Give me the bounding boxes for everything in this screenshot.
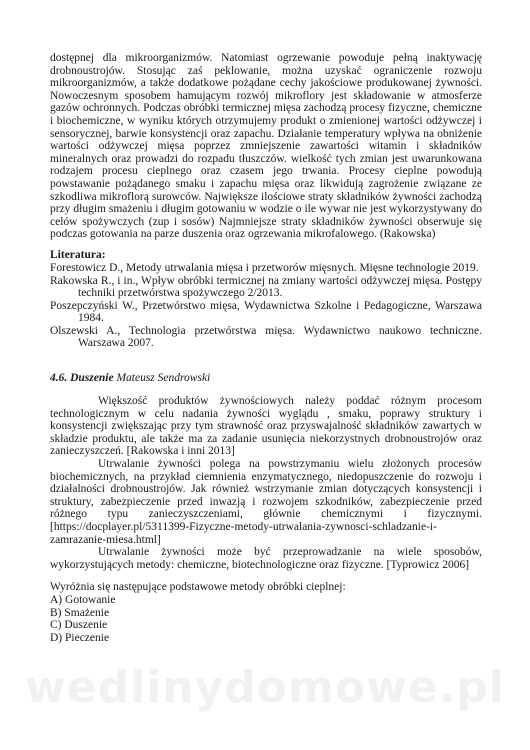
section-heading: [50, 372, 482, 385]
intro-paragraph: dostępnej dla mikroorganizmów. Natomiast ogrzewanie powoduje pełną inaktywację drobnoustrojów. Stosując zaś peklowanie, można uzyskać ograniczenie rozwoju mikroorganizmów, a także dodatkowe pożądane cechy jakościowe produkowanej żywności. Nowoczesnym sposobem hamującym rozwój mikroflory jest składowanie w atmosferze gazów ochronnych. Podczas obróbki termicznej mięsa zachodzą procesy fizyczne, chemiczne i biochemiczne, w wyniku których otrzymujemy produkt o zmienionej wartości odżywczej i sensorycznej, barwie konsystencji oraz zapachu. Działanie temperatury wpływa na obniżenie wartości odżywczej mięsa poprzez zmniejszenie zawartości witamin i składników mineralnych oraz prowadzi do rozpadu tłuszczów. wielkość tych zmian jest uwarunkowana rodzajem procesu cieplnego oraz czasem jego trwania. Procesy cieplne powodują powstawanie pożądanego smaku i zapachu mięsa oraz likwidują zagrożenie związane ze szkodliwa mikroflorą surowców. Największe ilościowe straty składników żywności zachodzą przy długim smażeniu i długim gotowaniu w wodzie o ile wywar nie jest wykorzystywany do celów spożywczych (zup i sosów) Najmniejsze straty składników żywności obserwuje się podczas gotowania na parze duszenia oraz ogrzewania mikrofalowego. (Rakowska): [50, 52, 482, 241]
literature-heading: Literatura:: [50, 248, 106, 261]
answer-option: C) Duszenie: [50, 619, 108, 632]
section-paragraph: Utrwalanie żywności może być przeprowadzanie na wiele sposobów, wykorzystujących metody: chemiczne, biotechnologiczne oraz fizyczne. [Typrowicz 2006]: [50, 546, 482, 571]
watermark: wedlinydomowe.pl: [25, 662, 505, 713]
literature-list: [50, 262, 482, 350]
answer-option: D) Pieczenie: [50, 631, 110, 644]
literature-item: Olszewski A., Technologia przetwórstwa mięsa. Wydawnictwo naukowo techniczne. Warszawa 2007.: [50, 324, 482, 350]
question-prompt: Wyróżnia się następujące podstawowe metody obróbki cieplnej:: [50, 581, 346, 594]
answer-option: B) Smażenie: [50, 606, 110, 619]
literature-item: Rakowska R., i in., Wpływ obróbki termicznej na zmiany wartości odżywczej mięsa. Postępy techniki przetwórstwa spożywczego 2/2013.: [50, 274, 482, 300]
section-body: [50, 395, 482, 571]
literature-item: Poszepczyński W., Przetwórstwo mięsa, Wydawnictwa Szkolne i Pedagogiczne, Warszawa 1984.: [50, 299, 482, 325]
section-title: Duszenie: [70, 372, 114, 385]
answer-option: A) Gotowanie: [50, 593, 116, 606]
section-paragraph: Większość produktów żywnościowych należy poddać różnym procesom technologicznym w celu nadania żywności wyglądu , smaku, poprawy struktury i konsystencji zwiększając przy tym strawność oraz przyswajalność składników zawartych w składzie produktu, ale także ma za zadanie usunięcia niekorzystnych drobnoustrojów oraz zanieczyszczeń. [Rakowska i inni 2013]: [50, 395, 482, 458]
answer-options: [50, 594, 482, 644]
section-author: Mateusz Sendrowski: [116, 372, 211, 385]
section-paragraph: Utrwalanie żywności polega na powstrzymaniu wielu złożonych procesów biochemicznych, na przykład ciemnienia enzymatycznego, niedopuszczenie do rozwoju i działalności drobnoustrojów. Jak również wstrzymanie zmian dotyczących konsystencji i struktury, zabezpieczenie przed inwazją i rozwojem szkodników, zabezpieczenie przed różnego typu zanieczyszczeniami, głównie chemicznymi i fizycznymi. [https://docplayer.pl/5311399-Fizyczne-metody-utrwalania-zywnosci-schladzanie-i-zamrazanie-miesa.html]: [50, 458, 482, 546]
section-number: 4.6.: [50, 372, 68, 385]
document-page: [50, 52, 482, 644]
literature-item: Forestowicz D., Metody utrwalania mięsa i przetworów mięsnych. Mięsne technologie 2019.: [50, 261, 479, 274]
